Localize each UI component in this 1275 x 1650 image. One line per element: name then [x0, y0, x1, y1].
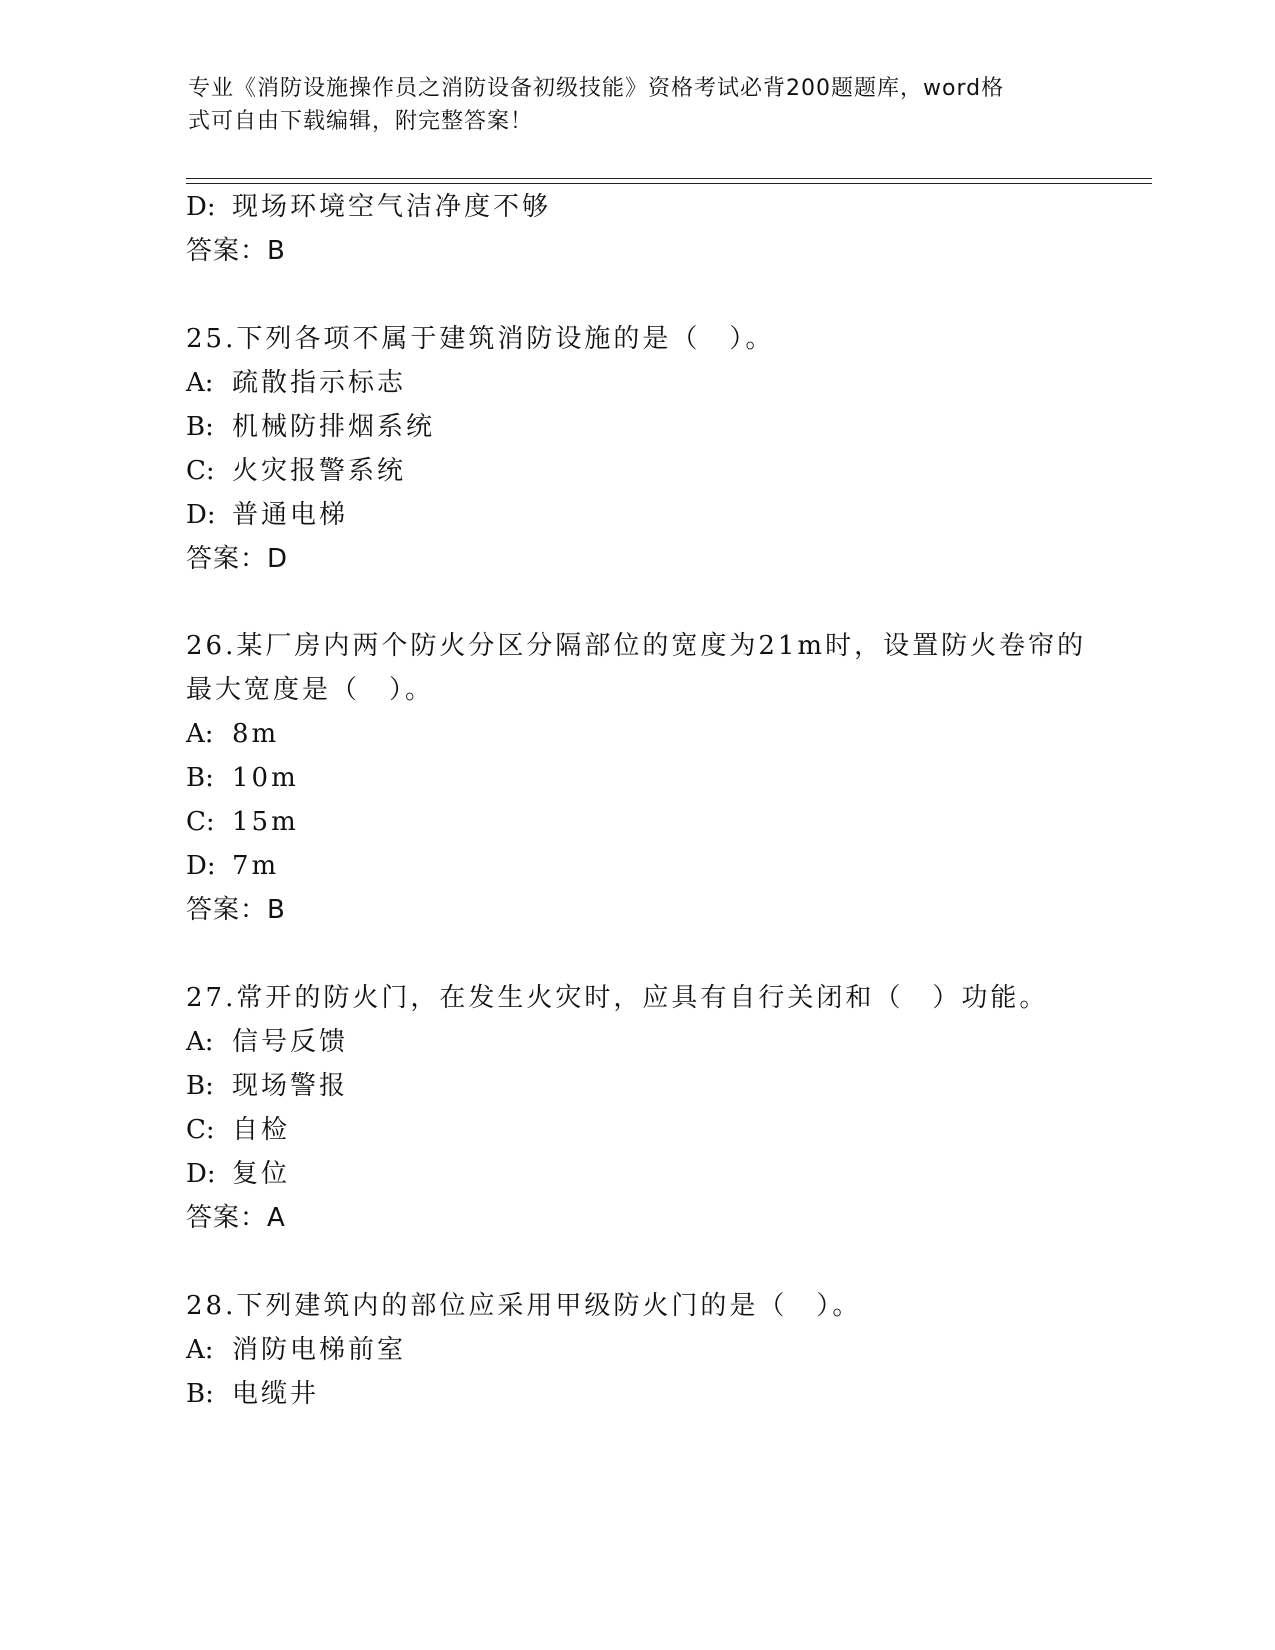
option-label: D: — [186, 1159, 216, 1189]
option-label: D: — [186, 851, 216, 881]
option-d — [186, 498, 348, 532]
option-label: D: — [186, 192, 216, 222]
option-text: 现场环境空气洁净度不够 — [232, 192, 552, 222]
option-label: B: — [186, 1379, 214, 1409]
answer-line: 答案：D — [186, 544, 289, 574]
option-text: 机械防排烟系统 — [232, 412, 436, 442]
document-header — [188, 72, 1068, 138]
option-text: 疏散指示标志 — [232, 368, 407, 398]
question-stem: 25.下列各项不属于建筑消防设施的是（ ）。 — [186, 324, 775, 354]
option-text: 15m — [232, 807, 299, 837]
option-text: 复位 — [232, 1159, 291, 1189]
option-label: A: — [186, 719, 214, 749]
option-label: C: — [186, 807, 215, 837]
option-a — [186, 717, 279, 751]
option-label: A: — [186, 1335, 214, 1365]
option-b — [186, 410, 435, 444]
option-text: 10m — [232, 763, 299, 793]
option-label: A: — [186, 368, 214, 398]
option-a — [186, 1333, 406, 1367]
option-text: 火灾报警系统 — [232, 456, 407, 486]
question-stem-continued: 最大宽度是（ ）。 — [186, 675, 435, 705]
option-d — [186, 190, 551, 224]
question-stem: 27.常开的防火门，在发生火灾时，应具有自行关闭和（ ）功能。 — [186, 983, 1049, 1013]
option-c — [186, 454, 406, 488]
option-a — [186, 1025, 348, 1059]
option-label: C: — [186, 1115, 215, 1145]
option-text: 7m — [232, 851, 280, 881]
option-b — [186, 1069, 348, 1103]
answer-line: 答案：A — [186, 1203, 286, 1233]
header-divider-bottom — [186, 183, 1152, 184]
answer-line: 答案：B — [186, 895, 286, 925]
option-text: 8m — [232, 719, 280, 749]
option-label: B: — [186, 763, 214, 793]
option-c — [186, 805, 299, 839]
header-line-2: 式可自由下载编辑，附完整答案！ — [188, 109, 534, 134]
option-b — [186, 1377, 319, 1411]
option-text: 普通电梯 — [232, 500, 349, 530]
option-a — [186, 366, 406, 400]
option-text: 现场警报 — [232, 1071, 349, 1101]
option-d — [186, 849, 279, 883]
question-stem: 26.某厂房内两个防火分区分隔部位的宽度为21m时，设置防火卷帘的 — [186, 631, 1087, 661]
header-divider-top — [186, 178, 1152, 179]
option-text: 自检 — [232, 1115, 291, 1145]
option-label: B: — [186, 412, 214, 442]
option-c — [186, 1113, 290, 1147]
option-label: D: — [186, 500, 216, 530]
option-b — [186, 761, 299, 795]
option-label: A: — [186, 1027, 214, 1057]
answer-line: 答案：B — [186, 236, 286, 266]
header-line-1: 专业《消防设施操作员之消防设备初级技能》资格考试必背200题题库，word格 — [188, 76, 1005, 101]
option-label: B: — [186, 1071, 214, 1101]
option-text: 电缆井 — [232, 1379, 320, 1409]
question-stem: 28.下列建筑内的部位应采用甲级防火门的是（ ）。 — [186, 1291, 862, 1321]
option-d — [186, 1157, 290, 1191]
option-label: C: — [186, 456, 215, 486]
option-text: 消防电梯前室 — [232, 1335, 407, 1365]
option-text: 信号反馈 — [232, 1027, 349, 1057]
